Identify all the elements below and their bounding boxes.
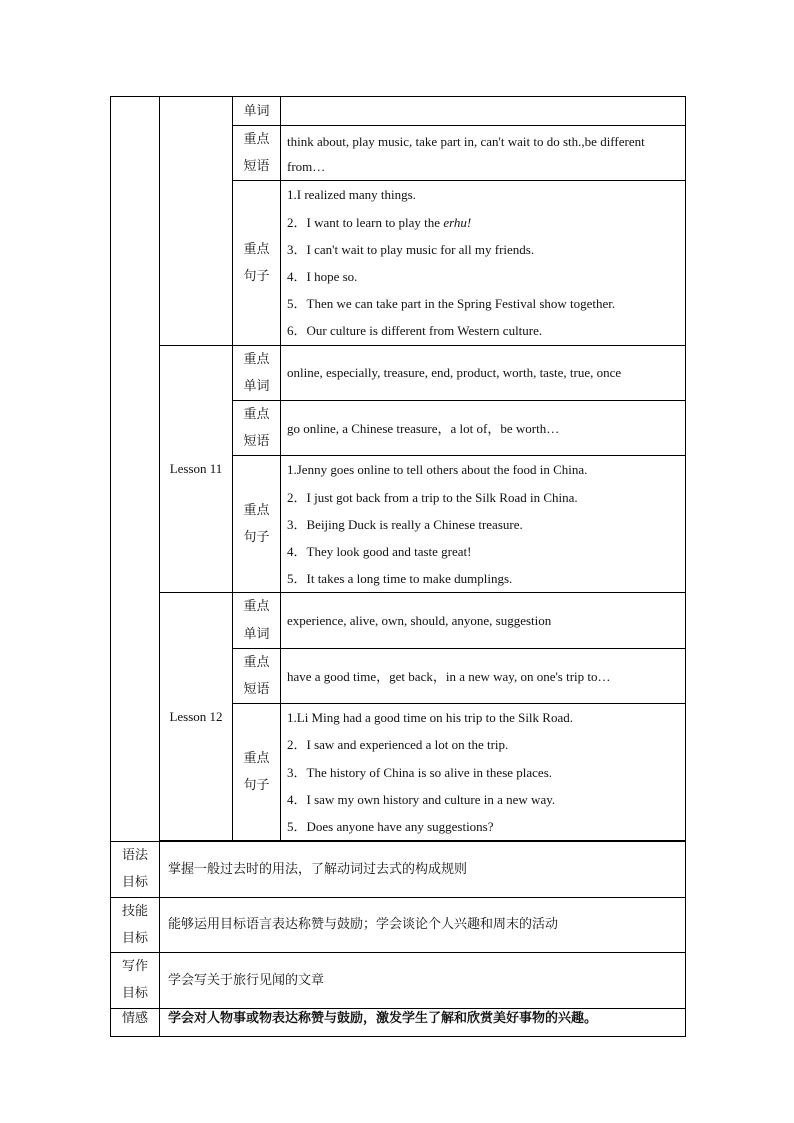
phrases-text: think about, play music, take part in, can't wait to do sth.,be different from… (287, 133, 645, 174)
phrases-content: go online, a Chinese treasure，a lot of，be worth… (281, 401, 686, 456)
lesson-10-cell (160, 97, 233, 346)
sentence: 6．Our culture is different from Western culture. (287, 323, 543, 339)
words-content (281, 97, 686, 126)
label-line: 重点 (243, 751, 270, 767)
grammar-goal-label (111, 842, 160, 897)
phrases-label (233, 126, 281, 181)
emotion-goal-text: 学会对人物事或物表达称赞与鼓励，激发学生了解和欣赏美好事物的兴趣。 (160, 1008, 686, 1036)
sentence: 1.Jenny goes online to tell others about the food in China. (287, 462, 588, 478)
label-line: 重点 (243, 503, 270, 519)
label-line: 重点 (243, 241, 270, 257)
label-line: 单词 (243, 626, 270, 642)
writing-goal-text: 学会写关于旅行见闻的文章 (160, 953, 686, 1008)
sentence: 1.Li Ming had a good time on his trip to the Silk Road. (287, 710, 573, 726)
label-line: 句子 (243, 530, 270, 546)
label-line: 重点 (243, 599, 270, 615)
label-line: 重点 (243, 132, 270, 147)
sentence: 4．I saw my own history and culture in a new way. (287, 791, 556, 807)
sentence: 2．I saw and experienced a lot on the trip. (287, 737, 509, 753)
sentence: 3．The history of China is so alive in these places. (287, 764, 553, 780)
label-text: 单词 (243, 103, 270, 119)
sentence: 5．Then we can take part in the Spring Festival show together. (287, 296, 616, 312)
sentences-label (233, 456, 281, 593)
label-line: 短语 (243, 159, 270, 175)
label-line: 短语 (243, 434, 270, 450)
phrases-label (233, 648, 281, 703)
words-content: experience, alive, own, should, anyone, suggestion (281, 593, 686, 648)
label-line: 情感 (121, 1010, 148, 1026)
lesson-11-cell: Lesson 11 (160, 345, 233, 593)
skill-goal-text: 能够运用目标语言表达称赞与鼓励；学会谈论个人兴趣和周末的活动 (160, 897, 686, 952)
sentences-content (281, 456, 686, 593)
sentence: 5．Does anyone have any suggestions? (287, 819, 494, 835)
sentences-content (281, 704, 686, 841)
label-line: 重点 (243, 407, 270, 423)
lesson-12-cell: Lesson 12 (160, 593, 233, 841)
label-line: 句子 (243, 778, 270, 794)
skill-goal-label (111, 897, 160, 952)
sentence: 1.I realized many things. (287, 187, 416, 203)
emotion-goal-label (111, 1008, 160, 1036)
sentences-content (281, 181, 686, 345)
phrases-content: have a good time，get back，in a new way, on one's trip to… (281, 648, 686, 703)
sentence: 5．It takes a long time to make dumplings. (287, 571, 513, 587)
grammar-goal-text: 掌握一般过去时的用法，了解动词过去式的构成规则 (160, 842, 686, 897)
label-line: 目标 (121, 986, 148, 1002)
sentences-label (233, 704, 281, 841)
sentence: 3．I can't wait to play music for all my friends. (287, 241, 535, 257)
sentence-italic-word: erhu! (443, 214, 472, 230)
words-label (233, 97, 281, 126)
label-line: 目标 (121, 875, 148, 891)
phrases-content (281, 126, 686, 181)
label-line: 句子 (243, 269, 270, 285)
writing-goal-label (111, 953, 160, 1008)
phrases-label (233, 401, 281, 456)
sentence (287, 209, 679, 236)
label-line: 目标 (121, 930, 148, 946)
label-line: 重点 (243, 654, 270, 670)
sentence: 4．I hope so. (287, 269, 358, 285)
sentence: 2．I just got back from a trip to the Silk Road in China. (287, 489, 578, 505)
label-line: 技能 (121, 903, 148, 919)
label-line: 重点 (243, 351, 270, 367)
lesson-plan-table (110, 96, 686, 1037)
label-line: 短语 (243, 682, 270, 698)
sentence-text: 2．I want to learn to play the (287, 214, 444, 230)
words-content: online, especially, treasure, end, product, worth, taste, true, once (281, 345, 686, 400)
sentence: 4．They look good and taste great! (287, 544, 472, 560)
words-label (233, 593, 281, 648)
left-empty-cell (111, 97, 160, 842)
label-line: 单词 (243, 378, 270, 394)
sentence: 3．Beijing Duck is really a Chinese treasure. (287, 516, 523, 532)
sentences-label (233, 181, 281, 345)
label-line: 语法 (121, 848, 148, 864)
label-line: 写作 (121, 959, 148, 975)
words-label (233, 345, 281, 400)
